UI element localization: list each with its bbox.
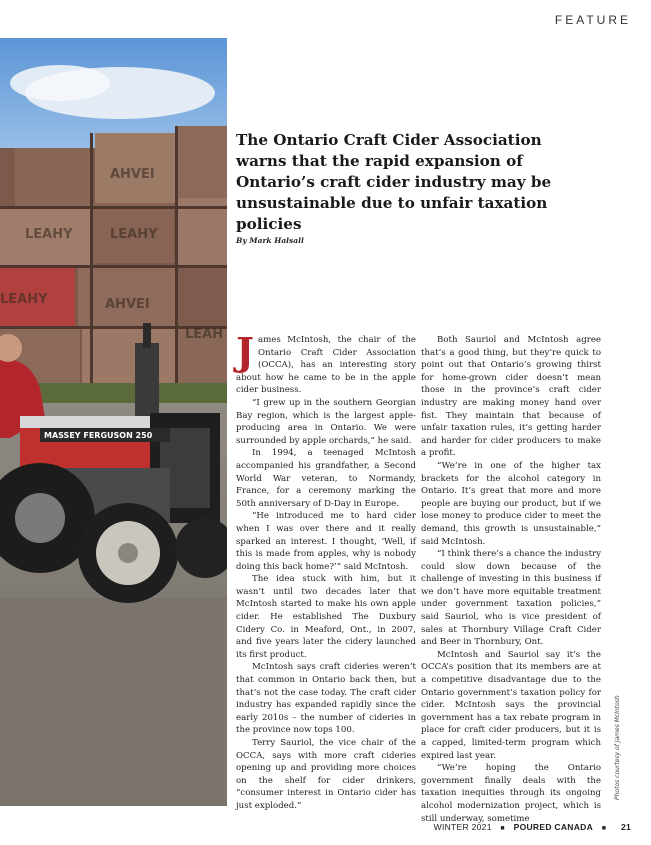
paragraph: The idea stuck with him, but it wasn’t until two decades later that McIntosh started to make his own apple cider. He established The Duxbury Cidery Co. in Meaford, Ont., in 2007, and five years later the cidery launched its first product.	[236, 574, 416, 660]
paragraph: Terry Sauriol, the vice chair of the OCCA, says with more craft cideries opening up and providing more choices on the shelf for cider drinkers, “consumer interest in Ontario cider has just exploded.”	[236, 738, 416, 811]
cover-photo	[0, 38, 227, 806]
paragraph: “I grew up in the southern Georgian Bay region, which is the largest apple-producing area in Ontario. We were surrounded by apple orchards,” he said.	[236, 397, 416, 446]
article-column-1	[236, 329, 416, 813]
byline: By Mark Halsall	[236, 236, 304, 245]
paragraph: “We’re in one of the higher tax brackets for the alcohol category in Ontario. It’s great that more and more people are buying our product, but if we lose money to produce cider to meet the demand, this growth is unsustainable,” said McIntosh.	[421, 460, 601, 547]
crate-label: LEAHY	[110, 227, 158, 242]
separator-icon: ■	[601, 825, 607, 832]
crate-label: LEAH	[185, 327, 224, 342]
page-number: 21	[620, 822, 631, 832]
paragraph: In 1994, a teenaged McIntosh accompanied his grandfather, a Second World War veteran, to Normandy, France, for a ceremony marking the 50th anniversary of D-Day in Europe.	[236, 448, 416, 509]
tractor-crates-photo	[0, 38, 227, 806]
crate-label: LEAHY	[0, 292, 48, 307]
crate-label: LEAHY	[25, 227, 73, 242]
paragraph: ames McIntosh, the chair of the Ontario Craft Cider Association (OCCA), has an interesting story about how he came to be in the apple cider business.	[236, 335, 416, 396]
photo-credit	[614, 695, 624, 820]
page-footer	[434, 822, 631, 832]
tractor-brand: MASSEY FERGUSON 250	[44, 431, 153, 440]
paragraph: “I think there’s a chance the industry could slow down because of the challenge of investing in this business if we don’t have more equitable treatment under government taxation policies,” said Sauriol, who is vice president of sales at Thornbury Village Craft Cider and Beer in Thornbury, Ont.	[421, 549, 601, 648]
headline: The Ontario Craft Cider Association warns that the rapid expansion of Ontario’s craft cider industry may be unsustainable due to unfair taxation policies	[236, 131, 552, 233]
separator-icon: ■	[500, 825, 505, 832]
paragraph: “He introduced me to hard cider when I was over there and it really sparked an interest. I thought, ‘Well, if this is made from apples, why is nobody doing this back home?’” said McIntosh.	[236, 511, 416, 572]
paragraph: “We’re hoping the Ontario government finally deals with the taxation inequities through its ongoing alcohol modernization project, which is still underway, sometime	[421, 763, 601, 824]
magazine-name: POURED CANADA	[513, 822, 594, 832]
paragraph: McIntosh says craft cideries weren’t that common in Ontario back then, but that’s not the case today. The craft cider industry has expanded rapidly since the early 2010s – the number of cideries in the province now tops 100.	[236, 662, 416, 736]
crate-label: AHVEI	[105, 297, 150, 312]
issue-date: WINTER 2021	[433, 822, 492, 832]
section-label: FEATURE	[554, 13, 631, 27]
paragraph: McIntosh and Sauriol say it’s the OCCA’s position that its members are at a competitive disadvantage due to the Ontario government’s taxation policy for cider. McIntosh says the provincial government has a tax rebate program in place for craft cider producers, but it is a capped, limited-term program which expired last year.	[421, 649, 601, 761]
article-column-2	[421, 334, 601, 825]
paragraph: Both Sauriol and McIntosh agree that’s a good thing, but they’re quick to point out that Ontario’s growing thirst for home-grown cider doesn’t mean those in the province’s craft cider industry are making money hand over fist. They maintain that because of unfair taxation rules, it’s getting harder and harder for cider producers to make a profit.	[421, 335, 601, 459]
drop-cap: J	[236, 329, 254, 374]
crate-label: AHVEI	[110, 167, 155, 182]
photo-credit-text: Photos courtesy of James McIntosh	[614, 695, 621, 800]
